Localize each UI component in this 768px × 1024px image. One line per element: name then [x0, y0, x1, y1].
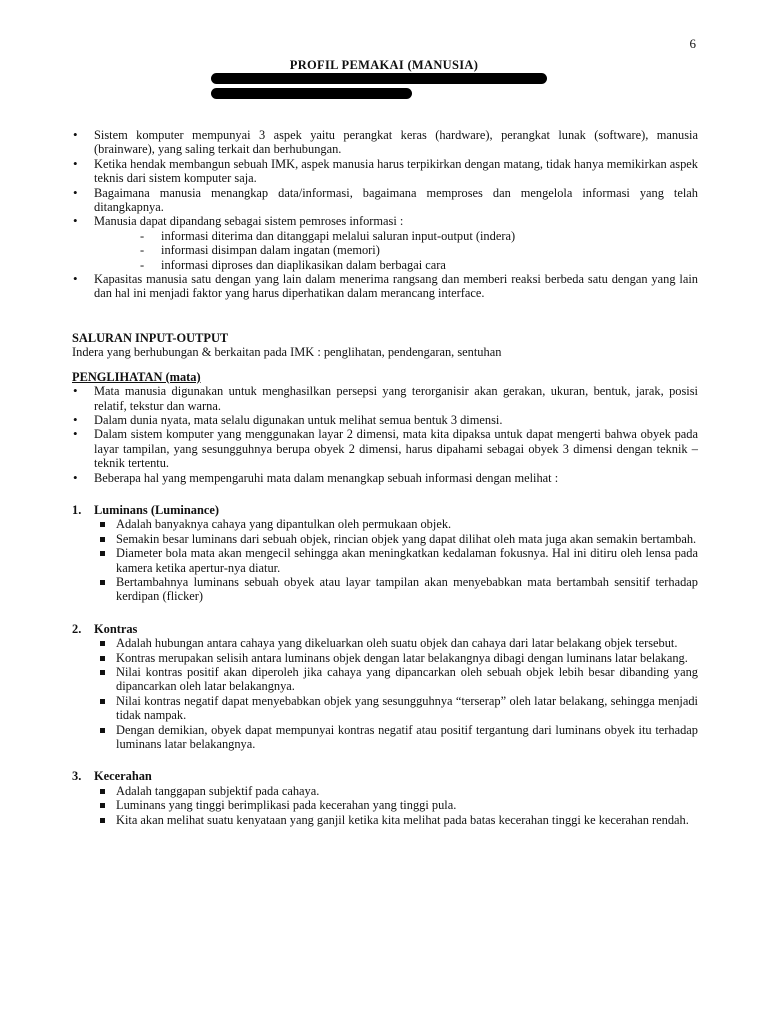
list-item: Kita akan melihat suatu kenyataan yang ganjil ketika kita melihat pada batas kecerahan tinggi ke kecerahan rendah.: [72, 813, 698, 827]
list-item: Nilai kontras positif akan diperoleh jika cahaya yang dipancarkan oleh sebuah objek lebih besar dibanding yang dipancarkan oleh latar belakangnya.: [72, 665, 698, 694]
intro-list-end: [72, 272, 698, 301]
numbered-heading: [72, 769, 698, 783]
sub-list-item: - informasi diproses dan diaplikasikan dalam berbagai cara: [72, 258, 698, 272]
page-number: 6: [689, 36, 696, 51]
item-number: 1.: [72, 502, 82, 517]
intro-list: [72, 128, 698, 229]
numbered-heading: [72, 622, 698, 636]
list-item: • Beberapa hal yang mempengaruhi mata dalam menangkap sebuah informasi dengan melihat :: [72, 471, 698, 485]
list-item: Adalah tanggapan subjektif pada cahaya.: [72, 784, 698, 798]
redaction-bar: [211, 88, 412, 99]
list-item: Adalah hubungan antara cahaya yang dikeluarkan oleh suatu objek dan cahaya dari latar belakang objek tersebut.: [72, 636, 698, 650]
list-item: Bertambahnya luminans sebuah obyek atau layar tampilan akan menyebabkan mata bertambah sensitif terhadap kerdipan (flicker): [72, 575, 698, 604]
section-heading: SALURAN INPUT-OUTPUT: [72, 330, 229, 345]
item-number: 2.: [72, 621, 82, 636]
list-item: • Ketika hendak membangun sebuah IMK, aspek manusia harus terpikirkan dengan matang, tidak hanya memikirkan aspek teknis dari sistem komputer saja.: [72, 157, 698, 186]
vision-list: [72, 384, 698, 485]
kontras-list: [72, 636, 698, 751]
redaction-bar: [211, 73, 547, 84]
list-item: • Mata manusia digunakan untuk menghasilkan persepsi yang terorganisir akan gerakan, ukuran, bentuk, jarak, posisi relatif, tekstur dan warna.: [72, 384, 698, 413]
luminans-list: [72, 517, 698, 603]
list-item: Kontras merupakan selisih antara luminans objek dengan latar belakangnya dibagi dengan luminans latar belakang.: [72, 651, 698, 665]
list-item: Adalah banyaknya cahaya yang dipantulkan oleh permukaan objek.: [72, 517, 698, 531]
numbered-heading: [72, 503, 698, 517]
list-item: Nilai kontras negatif dapat menyebabkan objek yang sesungguhnya “terserap” oleh latar belakang, sehingga menjadi tidak nampak.: [72, 694, 698, 723]
info-sublist: [72, 229, 698, 272]
document-body: [72, 128, 698, 827]
item-title: Luminans (Luminance): [94, 502, 219, 517]
page-title: PROFIL PEMAKAI (MANUSIA): [289, 58, 479, 72]
sub-list-item: - informasi diterima dan ditanggapi melalui saluran input-output (indera): [72, 229, 698, 243]
list-item: • Bagaimana manusia menangkap data/informasi, bagaimana memproses dan mengelola informasi yang telah ditangkapnya.: [72, 186, 698, 215]
list-item: Semakin besar luminans dari sebuah objek, rincian objek yang dapat dilihat oleh mata juga akan semakin bertambah.: [72, 532, 698, 546]
list-item: • Kapasitas manusia satu dengan yang lain dalam menerima rangsang dan memberi reaksi berbeda satu dengan yang lain dan hal ini menjadi faktor yang harus diperhatikan dalam merancang interface.: [72, 272, 698, 301]
list-item: • Dalam sistem komputer yang menggunakan layar 2 dimensi, mata kita dipaksa untuk dapat mengerti bahwa obyek pada layar tampilan, yang sesungguhnya berupa obyek 2 dimensi, harus dipahami sebagai obyek 3 dimensi dengan teknik – teknik tertentu.: [72, 427, 698, 470]
list-item: Dengan demikian, obyek dapat mempunyai kontras negatif atau positif tergantung dari luminans obyek itu terhadap luminans latar belakangnya.: [72, 723, 698, 752]
sub-list-item: - informasi disimpan dalam ingatan (memori): [72, 243, 698, 257]
item-number: 3.: [72, 769, 82, 784]
item-title: Kontras: [94, 621, 138, 636]
list-item: • Manusia dapat dipandang sebagai sistem pemroses informasi :: [72, 214, 698, 228]
section-text: Indera yang berhubungan & berkaitan pada IMK : penglihatan, pendengaran, sentuhan: [72, 345, 502, 360]
subsection-heading: PENGLIHATAN (mata): [72, 369, 201, 384]
item-title: Kecerahan: [94, 769, 152, 784]
list-item: Luminans yang tinggi berimplikasi pada kecerahan yang tinggi pula.: [72, 798, 698, 812]
list-item: Diameter bola mata akan mengecil sehingga akan meningkatkan kedalaman fokusnya. Hal ini ditiru oleh lensa pada kamera ketika apertur-nya diatur.: [72, 546, 698, 575]
list-item: • Dalam dunia nyata, mata selalu digunakan untuk melihat semua bentuk 3 dimensi.: [72, 413, 698, 427]
list-item: • Sistem komputer mempunyai 3 aspek yaitu perangkat keras (hardware), perangkat lunak (software), manusia (brainware), yang saling terkait dan berhubungan.: [72, 128, 698, 157]
kecerahan-list: [72, 784, 698, 827]
